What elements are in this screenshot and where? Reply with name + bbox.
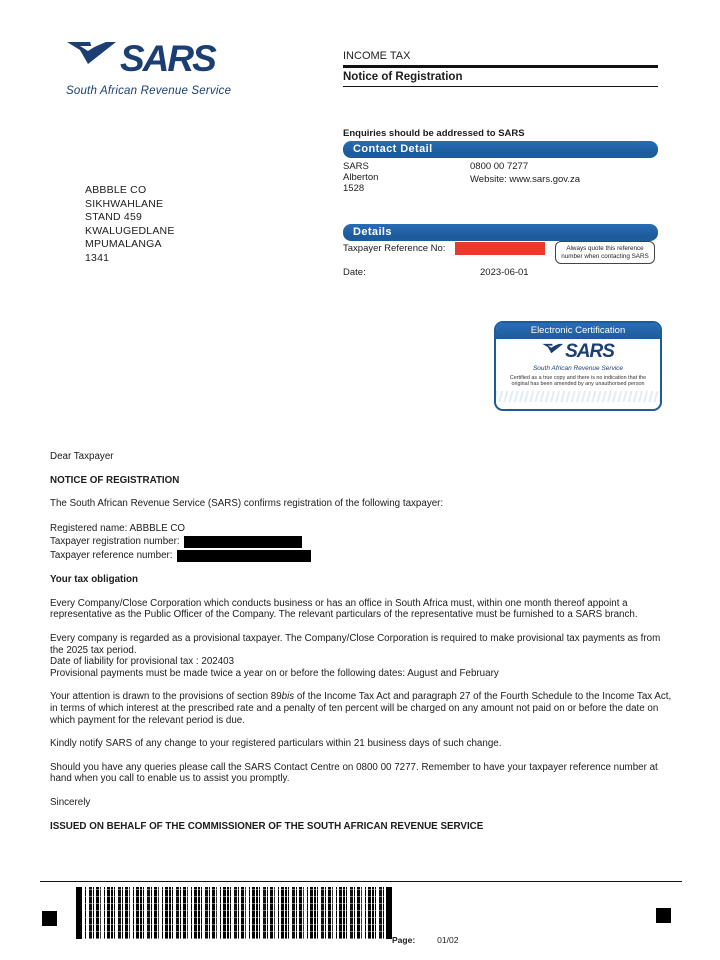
paragraph-penalties: Your attention is drawn to the provisions of section 89bis of the Income Tax Act and paragraph 27 of the Fourth Schedule to the Income Tax Act, in terms of which interest at the prescribed rate and a penalty of ten percent will be charged on any amount not paid on or before the date on which payment for the relevant period is due. <box>50 691 672 726</box>
recipient-address-block <box>85 184 175 265</box>
document-barcode <box>76 887 392 939</box>
contact-detail-body <box>343 161 658 194</box>
reference-number-line <box>50 549 672 563</box>
logo-brand-text: SARS <box>120 38 215 79</box>
liability-date-line: Date of liability for provisional tax : 202403 <box>50 656 235 668</box>
taxpayer-reference-redaction <box>455 242 545 255</box>
page-label: Page: <box>392 935 416 945</box>
registration-mark-left <box>42 911 57 926</box>
recipient-address-line: MPUMALANGA <box>85 238 162 250</box>
sars-swoosh-icon <box>542 343 565 365</box>
tax-type-label: INCOME TAX <box>343 50 658 68</box>
letter-intro: The South African Revenue Service (SARS) confirms registration of the following taxpayer: <box>50 498 444 510</box>
contact-office-postcode: 1528 <box>343 183 365 194</box>
date-label: Date: <box>343 267 366 278</box>
contact-detail-section-header: Contact Detail <box>343 141 658 158</box>
issued-statement: ISSUED ON BEHALF OF THE COMMISSIONER OF THE SOUTH AFRICAN REVENUE SERVICE <box>50 820 484 832</box>
reference-number-label: Taxpayer reference number: <box>50 549 173 561</box>
date-row <box>343 267 658 278</box>
recipient-address-line: SIKHWAHLANE <box>85 197 164 210</box>
registration-number-redaction <box>184 536 302 548</box>
closing: Sincerely <box>50 797 91 808</box>
certification-brand-text: SARS <box>565 341 614 362</box>
certification-title: Electronic Certification <box>496 323 660 339</box>
document-header <box>343 50 658 87</box>
contact-office-city: Alberton <box>343 172 379 183</box>
sars-swoosh-icon <box>66 40 120 85</box>
paragraph-public-officer: Every Company/Close Corporation which conducts business or has an office in South Africa must, within one month thereof appoint a representative as the Public Officer of the Company. The relevant particulars of the representative must be furnished to a SARS branch. <box>50 597 638 621</box>
page-value: 01/02 <box>437 935 459 945</box>
salutation: Dear Taxpayer <box>50 451 114 462</box>
sars-logo <box>66 40 306 97</box>
certification-statement: Certified as a true copy and there is no indication that the original has been amended by any unauthorised person <box>509 375 647 388</box>
paragraph-queries: Should you have any queries please call the SARS Contact Centre on 0800 00 7277. Remember to have your taxpayer reference number at hand when you call to enable us to assist you promptly. <box>50 761 658 785</box>
recipient-address-line: KWALUGEDLANE <box>85 224 175 237</box>
document-title: Notice of Registration <box>343 68 658 87</box>
registration-number-line <box>50 535 672 549</box>
contact-phone: 0800 00 7277 <box>470 161 529 172</box>
contact-office-name: SARS <box>343 161 369 172</box>
logo-tagline: South African Revenue Service <box>66 85 232 97</box>
reference-note-callout: Always quote this reference number when contacting SARS <box>555 241 655 264</box>
taxpayer-reference-row <box>343 241 658 264</box>
registration-mark-right <box>656 908 671 923</box>
enquiries-note: Enquiries should be addressed to SARS <box>343 128 525 139</box>
payment-dates-line: Provisional payments must be made twice a year on or before the following dates: August and February <box>50 667 499 679</box>
letter-body <box>50 451 672 844</box>
recipient-name: ABBBLE CO <box>85 184 147 196</box>
certification-watermark <box>496 391 660 402</box>
registered-name-line: Registered name: ABBBLE CO <box>50 522 186 534</box>
contact-website: Website: www.sars.gov.za <box>470 174 580 185</box>
reference-number-redaction <box>177 550 311 562</box>
paragraph-notify-change: Kindly notify SARS of any change to your registered particulars within 21 business days of such change. <box>50 738 502 750</box>
paragraph-provisional: Every company is regarded as a provisional taxpayer. The Company/Close Corporation is required to make provisional tax payments as from the 2025 tax period. Date of liability for provisional tax : 202403 Provisional payments must be made twice a year on or before the following dates: August and February <box>50 633 661 679</box>
electronic-certification-badge <box>494 321 662 411</box>
footer-divider <box>40 881 682 882</box>
page-indicator <box>392 935 458 945</box>
taxpayer-reference-label: Taxpayer Reference No: <box>343 243 446 254</box>
recipient-address-line: STAND 459 <box>85 211 143 223</box>
obligation-heading: Your tax obligation <box>50 574 138 586</box>
recipient-postal-code: 1341 <box>85 251 110 264</box>
registration-number-label: Taxpayer registration number: <box>50 536 180 548</box>
date-value: 2023-06-01 <box>480 267 529 278</box>
letter-heading: NOTICE OF REGISTRATION <box>50 474 180 486</box>
certification-tagline: South African Revenue Service <box>532 365 624 372</box>
details-section-header: Details <box>343 224 658 241</box>
